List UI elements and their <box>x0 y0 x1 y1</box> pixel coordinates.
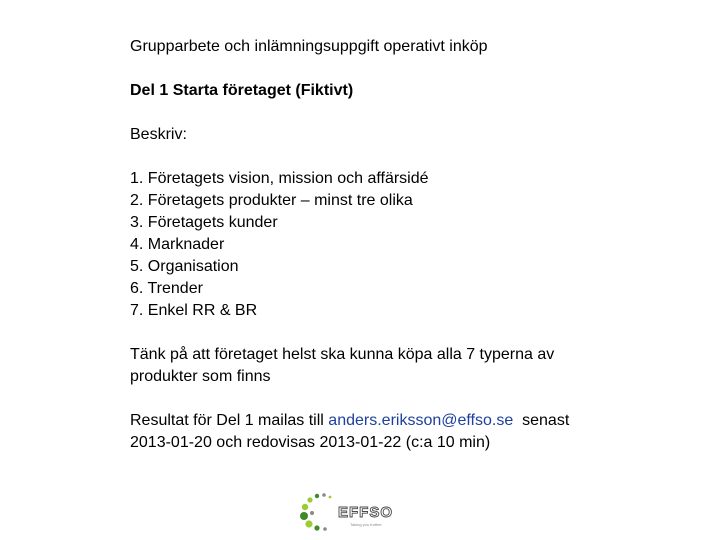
task-item: 3. Företagets kunder <box>130 214 278 231</box>
result-suffix: senast <box>513 412 570 429</box>
result-line <box>130 410 690 432</box>
spacer <box>130 58 690 80</box>
task-item: 7. Enkel RR & BR <box>130 302 258 319</box>
logo-wordmark: EFFSO <box>338 504 394 521</box>
document-body <box>130 36 690 454</box>
result-dates: 2013-01-20 och redovisas 2013-01-22 (c:a 10 min) <box>130 434 491 451</box>
effso-logo <box>296 490 408 536</box>
result-prefix: Resultat för Del 1 mailas till <box>130 412 329 429</box>
spacer <box>130 388 690 410</box>
document-title: Grupparbete och inlämningsuppgift operativt inköp <box>130 38 488 55</box>
task-list <box>130 168 690 322</box>
describe-label: Beskriv: <box>130 126 187 143</box>
task-item: 4. Marknader <box>130 236 225 253</box>
spacer <box>130 102 690 124</box>
task-item: 5. Organisation <box>130 258 239 275</box>
task-item: 1. Företagets vision, mission och affärsidé <box>130 170 429 187</box>
email-link[interactable]: anders.eriksson@effso.se <box>328 412 514 429</box>
task-item: 6. Trender <box>130 280 203 297</box>
logo-dots-icon <box>300 493 331 531</box>
spacer <box>130 146 690 168</box>
spacer <box>130 322 690 344</box>
task-item: 2. Företagets produkter – minst tre olika <box>130 192 413 209</box>
section-heading: Del 1 Starta företaget (Fiktivt) <box>130 82 354 99</box>
note-text: Tänk på att företaget helst ska kunna köpa alla 7 typerna av produkter som finns <box>130 346 555 385</box>
logo-tagline: Taking you further <box>350 522 382 527</box>
